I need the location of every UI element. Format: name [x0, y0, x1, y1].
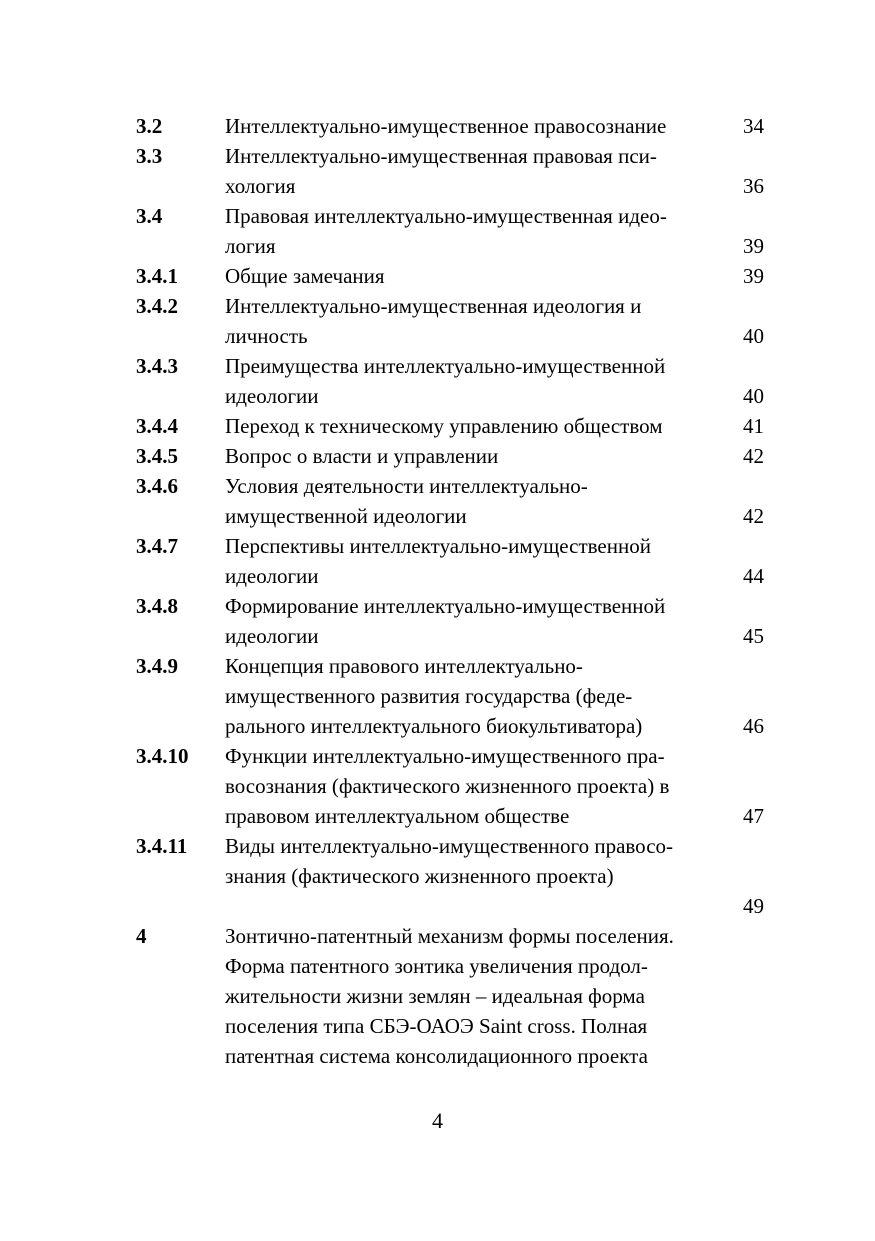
table-of-contents [0, 111, 875, 1071]
toc-entry [0, 351, 875, 411]
toc-entry-title-line: идеологии [225, 384, 319, 408]
toc-entry-title-line [225, 891, 673, 921]
toc-entry-title [225, 351, 665, 411]
toc-entry-title-line: Преимущества интеллектуально-имущественной [225, 354, 666, 378]
toc-entry-title-line: знания (фактического жизненного проекта) [225, 864, 614, 888]
toc-entry [0, 921, 875, 1071]
toc-entry-title-line: Формирование интеллектуально-имущественной [225, 594, 666, 618]
toc-entry-title-line: Переход к техническому управлению обществом [225, 414, 663, 438]
toc-entry-title [225, 201, 667, 261]
toc-entry-number: 3.4.10 [136, 744, 189, 768]
toc-entry-title [225, 831, 673, 921]
toc-entry-title [225, 591, 665, 651]
toc-entry-title-line: хология [225, 174, 296, 198]
toc-entry-title-line: Зонтично-патентный механизм формы поселения. [225, 924, 674, 948]
toc-entry-title-line: рального интеллектуального биокультиватора) [225, 714, 643, 738]
toc-entry [0, 441, 875, 471]
toc-entry [0, 111, 875, 141]
toc-entry-title-line: имущественной идеологии [225, 504, 467, 528]
toc-entry [0, 141, 875, 201]
toc-entry-title-line: Концепция правового интеллектуально- [225, 654, 583, 678]
toc-entry [0, 531, 875, 591]
toc-entry-page: 44 [743, 564, 764, 588]
toc-entry-number: 3.4.9 [136, 654, 178, 678]
toc-entry-title-line: идеологии [225, 624, 319, 648]
toc-entry-title [225, 921, 674, 1071]
toc-entry-number: 3.4.7 [136, 534, 178, 558]
toc-entry [0, 411, 875, 441]
toc-entry [0, 471, 875, 531]
toc-entry-title-line: Перспективы интеллектуально-имущественной [225, 534, 651, 558]
toc-entry-page: 41 [743, 414, 764, 438]
toc-entry-title [225, 261, 385, 291]
toc-entry [0, 261, 875, 291]
toc-entry-title-line: Функции интеллектуально-имущественного пра- [225, 744, 665, 768]
toc-entry-title-line: патентная система консолидационного проекта [225, 1044, 648, 1068]
toc-entry-number: 3.3 [136, 144, 163, 168]
toc-entry [0, 591, 875, 651]
toc-entry-title-line: Правовая интеллектуально-имущественная идео- [225, 204, 667, 228]
toc-entry-number: 3.4.3 [136, 354, 178, 378]
toc-entry-title [225, 441, 498, 471]
toc-entry [0, 651, 875, 741]
toc-entry-title [225, 141, 657, 201]
toc-entry-page: 42 [743, 444, 764, 468]
toc-entry-title-line: Интеллектуально-имущественное правосознание [225, 114, 667, 138]
toc-entry-title [225, 471, 588, 531]
toc-entry-title-line: жительности жизни землян – идеальная форма [225, 984, 645, 1008]
toc-entry-page: 45 [743, 624, 764, 648]
toc-entry-title-line: логия [225, 234, 276, 258]
toc-entry-title-line: личность [225, 324, 308, 348]
toc-entry [0, 831, 875, 921]
toc-entry-number: 3.4.5 [136, 444, 178, 468]
toc-entry [0, 291, 875, 351]
toc-entry-title [225, 411, 662, 441]
toc-entry-page: 34 [743, 114, 764, 138]
toc-entry-title-line: имущественного развития государства (феде- [225, 684, 633, 708]
toc-entry-page: 39 [743, 234, 764, 258]
toc-entry-title [225, 291, 641, 351]
toc-entry-page: 49 [743, 894, 764, 918]
toc-entry-page: 39 [743, 264, 764, 288]
toc-entry-number: 3.4.1 [136, 264, 178, 288]
toc-entry-title-line: Форма патентного зонтика увеличения продол- [225, 954, 648, 978]
toc-entry-title-line: Интеллектуально-имущественная идеология и [225, 294, 642, 318]
toc-entry-number: 3.4.6 [136, 474, 178, 498]
toc-entry-number: 3.4.2 [136, 294, 178, 318]
toc-entry-title [225, 531, 651, 591]
toc-entry-title-line: Интеллектуально-имущественная правовая пси- [225, 144, 657, 168]
toc-entry-title-line: идеологии [225, 564, 319, 588]
toc-entry-title-line: Вопрос о власти и управлении [225, 444, 499, 468]
toc-entry-page: 46 [743, 714, 764, 738]
toc-entry [0, 741, 875, 831]
toc-entry-page: 36 [743, 174, 764, 198]
toc-entry-title-line: Виды интеллектуально-имущественного правосо- [225, 834, 674, 858]
toc-entry-number: 3.4.8 [136, 594, 178, 618]
toc-entry-page: 40 [743, 384, 764, 408]
toc-entry-title [225, 651, 642, 741]
toc-entry-title-line: Общие замечания [225, 264, 385, 288]
toc-entry-title-line: правовом интеллектуальном обществе [225, 804, 570, 828]
toc-entry-title [225, 111, 666, 141]
toc-entry-number: 3.4.4 [136, 414, 178, 438]
toc-entry-title [225, 741, 669, 831]
toc-entry-page: 42 [743, 504, 764, 528]
toc-entry-number: 4 [136, 924, 147, 948]
toc-entry-page: 40 [743, 324, 764, 348]
toc-entry-number: 3.2 [136, 114, 163, 138]
toc-entry-title-line: Условия деятельности интеллектуально- [225, 474, 588, 498]
page-number: 4 [432, 1108, 443, 1133]
toc-entry-title-line: поселения типа СБЭ-ОАОЭ Saint cross. Полная [225, 1014, 648, 1038]
toc-entry-number: 3.4 [136, 204, 163, 228]
toc-entry-title-line: восознания (фактического жизненного проекта) в [225, 774, 670, 798]
toc-entry [0, 201, 875, 261]
toc-entry-page: 47 [743, 804, 764, 828]
toc-entry-number: 3.4.11 [136, 834, 188, 858]
